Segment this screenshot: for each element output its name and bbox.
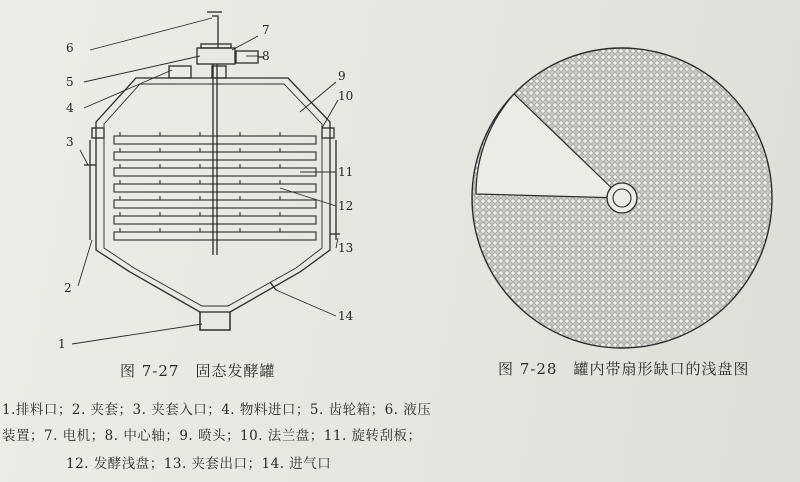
figure-7-27-caption: 图 7-27 固态发酵罐 (120, 362, 276, 380)
fermentation-trays (114, 132, 316, 240)
vessel-drawing (84, 12, 340, 330)
perforated-tray-diagram (472, 48, 772, 348)
legend-line-3: 12. 发酵浅盘；13. 夹套出口；14. 进气口 (66, 456, 332, 472)
callout-8: 8 (262, 49, 270, 63)
leader-lines (72, 18, 338, 344)
callout-7: 7 (262, 23, 270, 37)
callout-11: 11 (338, 165, 354, 179)
callout-14: 14 (338, 309, 354, 323)
motor (236, 51, 258, 63)
callout-2: 2 (64, 281, 72, 295)
callout-1: 1 (58, 337, 66, 351)
callout-5: 5 (66, 75, 74, 89)
callout-6: 6 (66, 41, 74, 55)
callout-3: 3 (66, 135, 74, 149)
callout-labels (58, 23, 354, 351)
callout-9: 9 (338, 69, 346, 83)
callout-12: 12 (338, 199, 354, 213)
callout-4: 4 (66, 101, 74, 115)
center-hub (607, 183, 637, 213)
legend-line-1: 1.排料口；2. 夹套；3. 夹套入口；4. 物料进口；5. 齿轮箱；6. 液压 (2, 402, 432, 418)
callout-13: 13 (338, 241, 354, 255)
figure-7-28-caption: 图 7-28 罐内带扇形缺口的浅盘图 (498, 360, 750, 378)
callout-10: 10 (338, 89, 354, 103)
legend-line-2: 装置；7. 电机；8. 中心轴；9. 喷头；10. 法兰盘；11. 旋转刮板； (2, 428, 422, 444)
